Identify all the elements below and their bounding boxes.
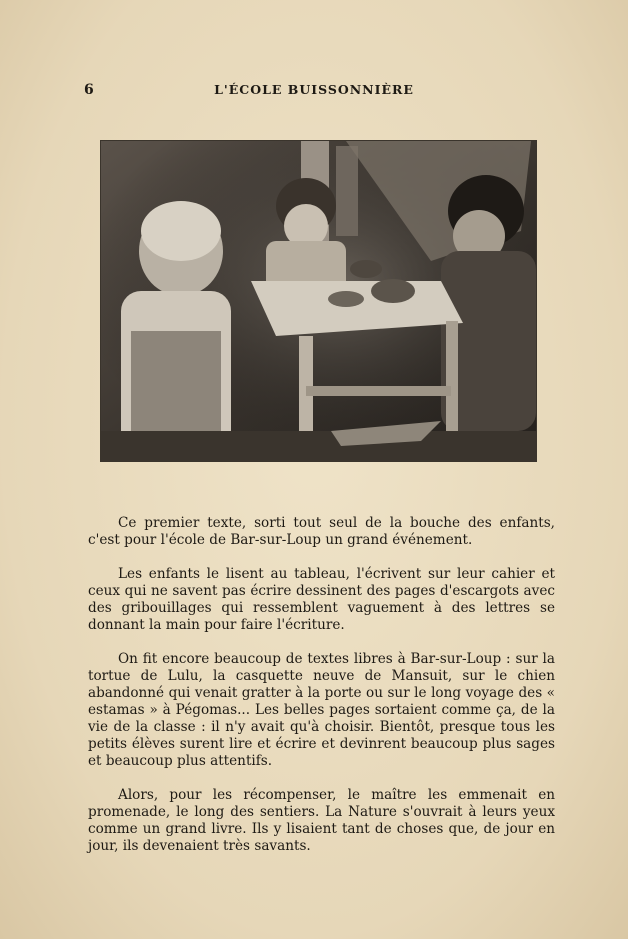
paragraph-1: Ce premier texte, sorti tout seul de la bouche des enfants, c'est pour l'école de Bar-sur-Loup un grand événement. bbox=[88, 515, 555, 548]
paragraph-2: Les enfants le lisent au tableau, l'écrivent sur leur cahier et ceux qui ne savent pas écrire dessinent des pages d'escargots avec des gribouillages qui ressemblent vaguement à des lettres se donnant la main pour faire l'écriture. bbox=[88, 566, 555, 633]
page-number: 6 bbox=[84, 82, 94, 98]
body-text bbox=[88, 515, 555, 855]
paragraph-3: On fit encore beaucoup de textes libres à Bar-sur-Loup : sur la tortue de Lulu, la casquette neuve de Mansuit, sur le chien abandonné qui venait gratter à la porte ou sur le long voyage des « estamas » à Pégomas... Les belles pages sortaient comme ça, de la vie de la classe : il n'y avait qu'à choisir. Bientôt, presque tous les petits élèves surent lire et écrire et devinrent beaucoup plus sages et beaucoup plus attentifs. bbox=[88, 651, 555, 769]
photograph-children-icon bbox=[101, 141, 536, 461]
photograph bbox=[101, 141, 536, 461]
paragraph-4: Alors, pour les récompenser, le maître les emmenait en promenade, le long des sentiers. La Nature s'ouvrait à leurs yeux comme un grand livre. Ils y lisaient tant de choses que, de jour en jour, ils devenaient très savants. bbox=[88, 787, 555, 854]
running-title: L'ÉCOLE BUISSONNIÈRE bbox=[214, 82, 414, 97]
